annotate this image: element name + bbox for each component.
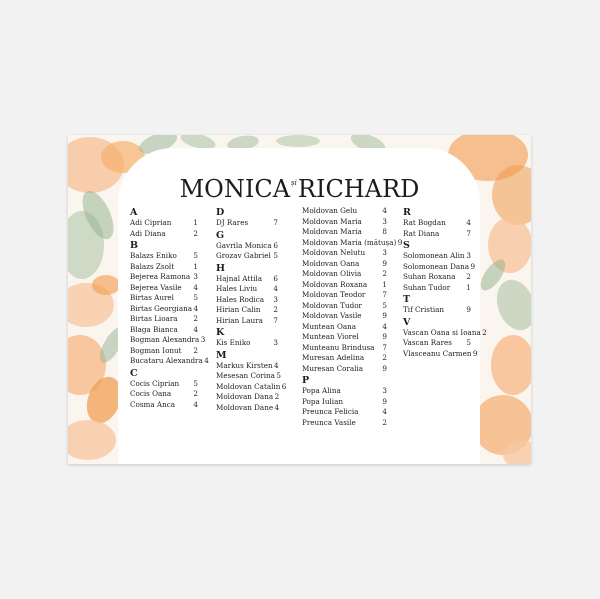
section-letter: V bbox=[403, 316, 411, 328]
guest-name: Grozav Gabriel bbox=[216, 251, 271, 260]
table-number: 2 bbox=[382, 417, 387, 427]
guest-name: Markus Kirsten bbox=[216, 360, 273, 370]
section-letter: K bbox=[216, 327, 225, 338]
section-letter: A bbox=[130, 207, 138, 218]
table-number: 2 bbox=[274, 392, 280, 401]
table-number: 6 bbox=[273, 273, 278, 283]
section-letter: D bbox=[216, 207, 225, 218]
table-number: 4 bbox=[274, 360, 279, 370]
guest-name: Blaga Bianca bbox=[130, 324, 178, 334]
guest-name: Hirian Calin bbox=[216, 305, 261, 314]
guest-name: Moldovan Dana bbox=[216, 392, 274, 401]
guest-name: Cocis Ciprian bbox=[130, 378, 180, 388]
table-number: 4 bbox=[273, 284, 278, 293]
guest-entry bbox=[302, 259, 387, 270]
guest-name: Muntean Viorel bbox=[302, 332, 359, 341]
guest-entry bbox=[216, 274, 278, 285]
guest-name: Popa Iulian bbox=[302, 396, 344, 406]
guest-entry bbox=[130, 314, 198, 325]
table-number: 5 bbox=[273, 251, 278, 260]
guest-entry bbox=[302, 248, 387, 259]
guest-name: Vascan Rares bbox=[403, 338, 452, 347]
guest-name: Bogman Ionut bbox=[130, 345, 182, 355]
guest-name: Moldovan Teodor bbox=[302, 290, 366, 299]
table-number: 5 bbox=[276, 371, 281, 380]
guest-name: Suhan Tudor bbox=[403, 282, 451, 292]
guest-name: Birtas Georgiana bbox=[130, 303, 193, 313]
guest-name: Hajnal Attila bbox=[216, 273, 263, 283]
table-number: 9 bbox=[382, 363, 387, 373]
guest-entry bbox=[130, 283, 198, 294]
guest-name: Muresan Adelina bbox=[302, 353, 365, 362]
guest-name: Moldovan Olivia bbox=[302, 269, 362, 278]
table-number: 4 bbox=[193, 303, 199, 313]
guest-entry bbox=[403, 338, 471, 349]
guest-entry bbox=[302, 418, 387, 429]
guest-entry bbox=[216, 403, 278, 414]
conjunction: și bbox=[291, 179, 297, 187]
guest-entry bbox=[130, 272, 198, 283]
table-number: 4 bbox=[274, 402, 280, 412]
guest-entry bbox=[130, 400, 198, 411]
guest-column-3 bbox=[302, 206, 403, 428]
guest-entry bbox=[130, 356, 209, 367]
table-number: 9 bbox=[466, 305, 471, 314]
guest-name: Solomonean Dana bbox=[403, 261, 470, 271]
guest-name: Adi Ciprian bbox=[130, 218, 172, 227]
guest-entry bbox=[216, 295, 278, 306]
table-number: 7 bbox=[273, 315, 278, 325]
guest-column-1 bbox=[130, 206, 209, 410]
guest-name: Vascan Oana si Ioana bbox=[403, 327, 481, 337]
guest-entry bbox=[130, 251, 198, 262]
guest-column-2 bbox=[216, 206, 287, 413]
table-number: 6 bbox=[281, 381, 287, 391]
guest-name: Balazs Eniko bbox=[130, 251, 177, 260]
guest-entry bbox=[302, 301, 387, 312]
section-letter: T bbox=[403, 294, 411, 305]
table-number: 4 bbox=[382, 407, 387, 416]
table-number: 1 bbox=[466, 282, 471, 292]
guest-entry bbox=[403, 305, 471, 316]
section-letter: S bbox=[403, 240, 410, 251]
guest-name: Preunca Felicia bbox=[302, 407, 359, 416]
table-number: 7 bbox=[273, 218, 278, 227]
bride-name: MONICA bbox=[179, 175, 291, 203]
table-number: 9 bbox=[382, 332, 387, 341]
guest-name: Mesesan Corina bbox=[216, 371, 275, 380]
guest-entry bbox=[302, 206, 387, 217]
table-number: 2 bbox=[193, 228, 198, 238]
guest-entry bbox=[302, 343, 387, 354]
table-number: 9 bbox=[472, 348, 478, 358]
table-number: 3 bbox=[382, 216, 387, 226]
guest-name: Moldovan Dane bbox=[216, 402, 274, 412]
guest-name: Solomonean Alin bbox=[403, 251, 465, 260]
table-number: 2 bbox=[193, 345, 198, 355]
guest-entry bbox=[216, 361, 278, 372]
guest-name: Moldovan Tudor bbox=[302, 300, 362, 310]
guest-entry bbox=[130, 379, 198, 390]
guest-entry bbox=[302, 407, 387, 418]
table-number: 4 bbox=[193, 282, 198, 292]
guest-name: Birtas Aurel bbox=[130, 293, 174, 302]
guest-name: Preunca Vasile bbox=[302, 417, 356, 427]
table-number: 4 bbox=[382, 321, 387, 331]
guest-name: Moldovan Nelutu bbox=[302, 248, 366, 257]
table-number: 9 bbox=[470, 261, 476, 271]
table-number: 5 bbox=[466, 338, 471, 347]
guest-entry bbox=[130, 218, 198, 229]
table-number: 5 bbox=[193, 378, 198, 388]
section-letter: M bbox=[216, 349, 227, 361]
guest-entry bbox=[302, 280, 387, 291]
guest-entry bbox=[302, 364, 387, 375]
guest-name: Adi Diana bbox=[130, 228, 166, 238]
guest-entry bbox=[302, 237, 403, 249]
table-number: 2 bbox=[193, 389, 198, 398]
guest-entry bbox=[130, 346, 198, 357]
table-number: 2 bbox=[466, 272, 471, 281]
guest-entry bbox=[130, 229, 198, 240]
table-number: 4 bbox=[193, 399, 198, 409]
table-number: 4 bbox=[382, 206, 387, 215]
guest-name: Balazs Zsolt bbox=[130, 261, 175, 271]
guest-entry bbox=[216, 218, 278, 229]
table-number: 3 bbox=[273, 294, 278, 304]
table-number: 5 bbox=[193, 293, 198, 302]
couple-title bbox=[68, 169, 531, 203]
table-number: 2 bbox=[193, 314, 198, 323]
table-number: 8 bbox=[382, 227, 387, 236]
guest-entry bbox=[216, 284, 278, 295]
guest-entry bbox=[403, 229, 471, 240]
guest-name: Bejerea Ramona bbox=[130, 272, 191, 281]
table-number: 4 bbox=[193, 324, 198, 334]
guest-name: Moldovan Maria (mătușa) bbox=[302, 237, 397, 247]
section-letter: G bbox=[216, 229, 225, 241]
guest-name: DJ Rares bbox=[216, 218, 249, 227]
guest-entry bbox=[130, 262, 198, 273]
guest-name: Vlasceanu Carmen bbox=[403, 348, 472, 358]
table-number: 9 bbox=[382, 396, 387, 406]
guest-name: Hales Rodica bbox=[216, 294, 265, 304]
guest-name: Cocis Oana bbox=[130, 389, 172, 398]
guest-entry bbox=[302, 322, 387, 333]
guest-entry bbox=[302, 311, 387, 322]
guest-entry bbox=[302, 386, 387, 397]
guest-name: Moldovan Maria bbox=[302, 216, 362, 226]
table-number: 3 bbox=[193, 272, 198, 281]
guest-entry bbox=[302, 227, 387, 238]
guest-name: Munteanu Brindusa bbox=[302, 342, 375, 352]
table-number: 3 bbox=[466, 251, 471, 260]
table-number: 1 bbox=[193, 218, 198, 227]
guest-entry bbox=[302, 332, 387, 343]
table-number: 2 bbox=[382, 269, 387, 278]
guest-name: Moldovan Catalin bbox=[216, 381, 281, 391]
guest-entry bbox=[216, 305, 278, 316]
table-number: 9 bbox=[382, 311, 387, 320]
table-number: 3 bbox=[273, 338, 278, 347]
guest-name: Muntean Oana bbox=[302, 321, 357, 331]
groom-name: RICHARD bbox=[297, 175, 420, 203]
guest-entry bbox=[302, 353, 387, 364]
guest-entry bbox=[216, 338, 278, 349]
table-number: 6 bbox=[273, 240, 278, 250]
table-number: 7 bbox=[466, 228, 471, 238]
guest-name: Suhan Roxana bbox=[403, 272, 456, 281]
table-number: 3 bbox=[382, 248, 387, 257]
guest-name: Bucataru Alexandra bbox=[130, 356, 203, 365]
guest-name: Hales Liviu bbox=[216, 284, 258, 293]
guest-entry bbox=[403, 218, 471, 229]
section-letter: R bbox=[403, 207, 411, 218]
guest-entry bbox=[216, 392, 278, 403]
guest-entry bbox=[130, 325, 198, 336]
guest-entry bbox=[130, 293, 198, 304]
guest-name: Gavrila Monica bbox=[216, 240, 272, 250]
guest-entry bbox=[216, 371, 281, 382]
table-number: 2 bbox=[382, 353, 387, 362]
guest-entry bbox=[302, 290, 387, 301]
guest-entry bbox=[302, 397, 387, 408]
guest-entry bbox=[403, 327, 487, 339]
guest-entry bbox=[403, 348, 478, 360]
guest-entry bbox=[130, 304, 198, 315]
table-number: 9 bbox=[382, 258, 387, 268]
table-number: 4 bbox=[466, 218, 471, 227]
table-number: 1 bbox=[193, 261, 198, 271]
guest-name: Muresan Coralia bbox=[302, 363, 363, 373]
guest-name: Hirian Laura bbox=[216, 315, 263, 325]
guest-entry bbox=[216, 251, 278, 262]
table-number: 5 bbox=[193, 251, 198, 260]
guest-name: Cosma Anca bbox=[130, 399, 176, 409]
guest-column-4 bbox=[403, 206, 487, 359]
guest-name: Moldovan Roxana bbox=[302, 279, 368, 289]
table-number: 2 bbox=[273, 305, 278, 314]
table-number: 4 bbox=[204, 356, 209, 365]
section-letter: B bbox=[130, 240, 139, 251]
table-number: 1 bbox=[382, 279, 387, 289]
section-letter: C bbox=[130, 367, 138, 379]
guest-name: Tif Cristian bbox=[403, 305, 445, 314]
table-number: 9 bbox=[397, 237, 403, 247]
table-number: 3 bbox=[200, 335, 206, 344]
guest-name: Moldovan Oana bbox=[302, 258, 360, 268]
table-number: 3 bbox=[382, 386, 387, 395]
guest-name: Bejerea Vasile bbox=[130, 282, 182, 292]
table-number: 7 bbox=[382, 290, 387, 299]
guest-name: Birtas Lioara bbox=[130, 314, 178, 323]
table-number: 5 bbox=[382, 300, 387, 310]
guest-name: Rat Diana bbox=[403, 228, 440, 238]
table-number: 7 bbox=[382, 342, 387, 352]
guest-entry bbox=[216, 241, 278, 252]
table-number: 2 bbox=[482, 327, 487, 337]
guest-entry bbox=[216, 316, 278, 327]
seating-chart-card bbox=[68, 135, 531, 464]
guest-entry bbox=[302, 269, 387, 280]
section-letter: H bbox=[216, 262, 225, 274]
guest-entry bbox=[403, 283, 471, 294]
guest-name: Moldovan Maria bbox=[302, 227, 362, 236]
guest-entry bbox=[216, 381, 287, 393]
guest-name: Bogman Alexandra bbox=[130, 335, 200, 344]
guest-name: Popa Alina bbox=[302, 386, 341, 395]
guest-entry bbox=[130, 389, 198, 400]
guest-entry bbox=[302, 217, 387, 228]
guest-name: Kis Eniko bbox=[216, 338, 251, 347]
guest-entry bbox=[403, 272, 471, 283]
guest-entry bbox=[403, 251, 471, 262]
guest-name: Moldovan Vasile bbox=[302, 311, 362, 320]
guest-name: Rat Bogdan bbox=[403, 218, 446, 227]
guest-entry bbox=[403, 261, 476, 273]
guest-entry bbox=[130, 335, 206, 346]
guest-name: Moldovan Gelu bbox=[302, 206, 358, 215]
section-letter: P bbox=[302, 375, 310, 386]
